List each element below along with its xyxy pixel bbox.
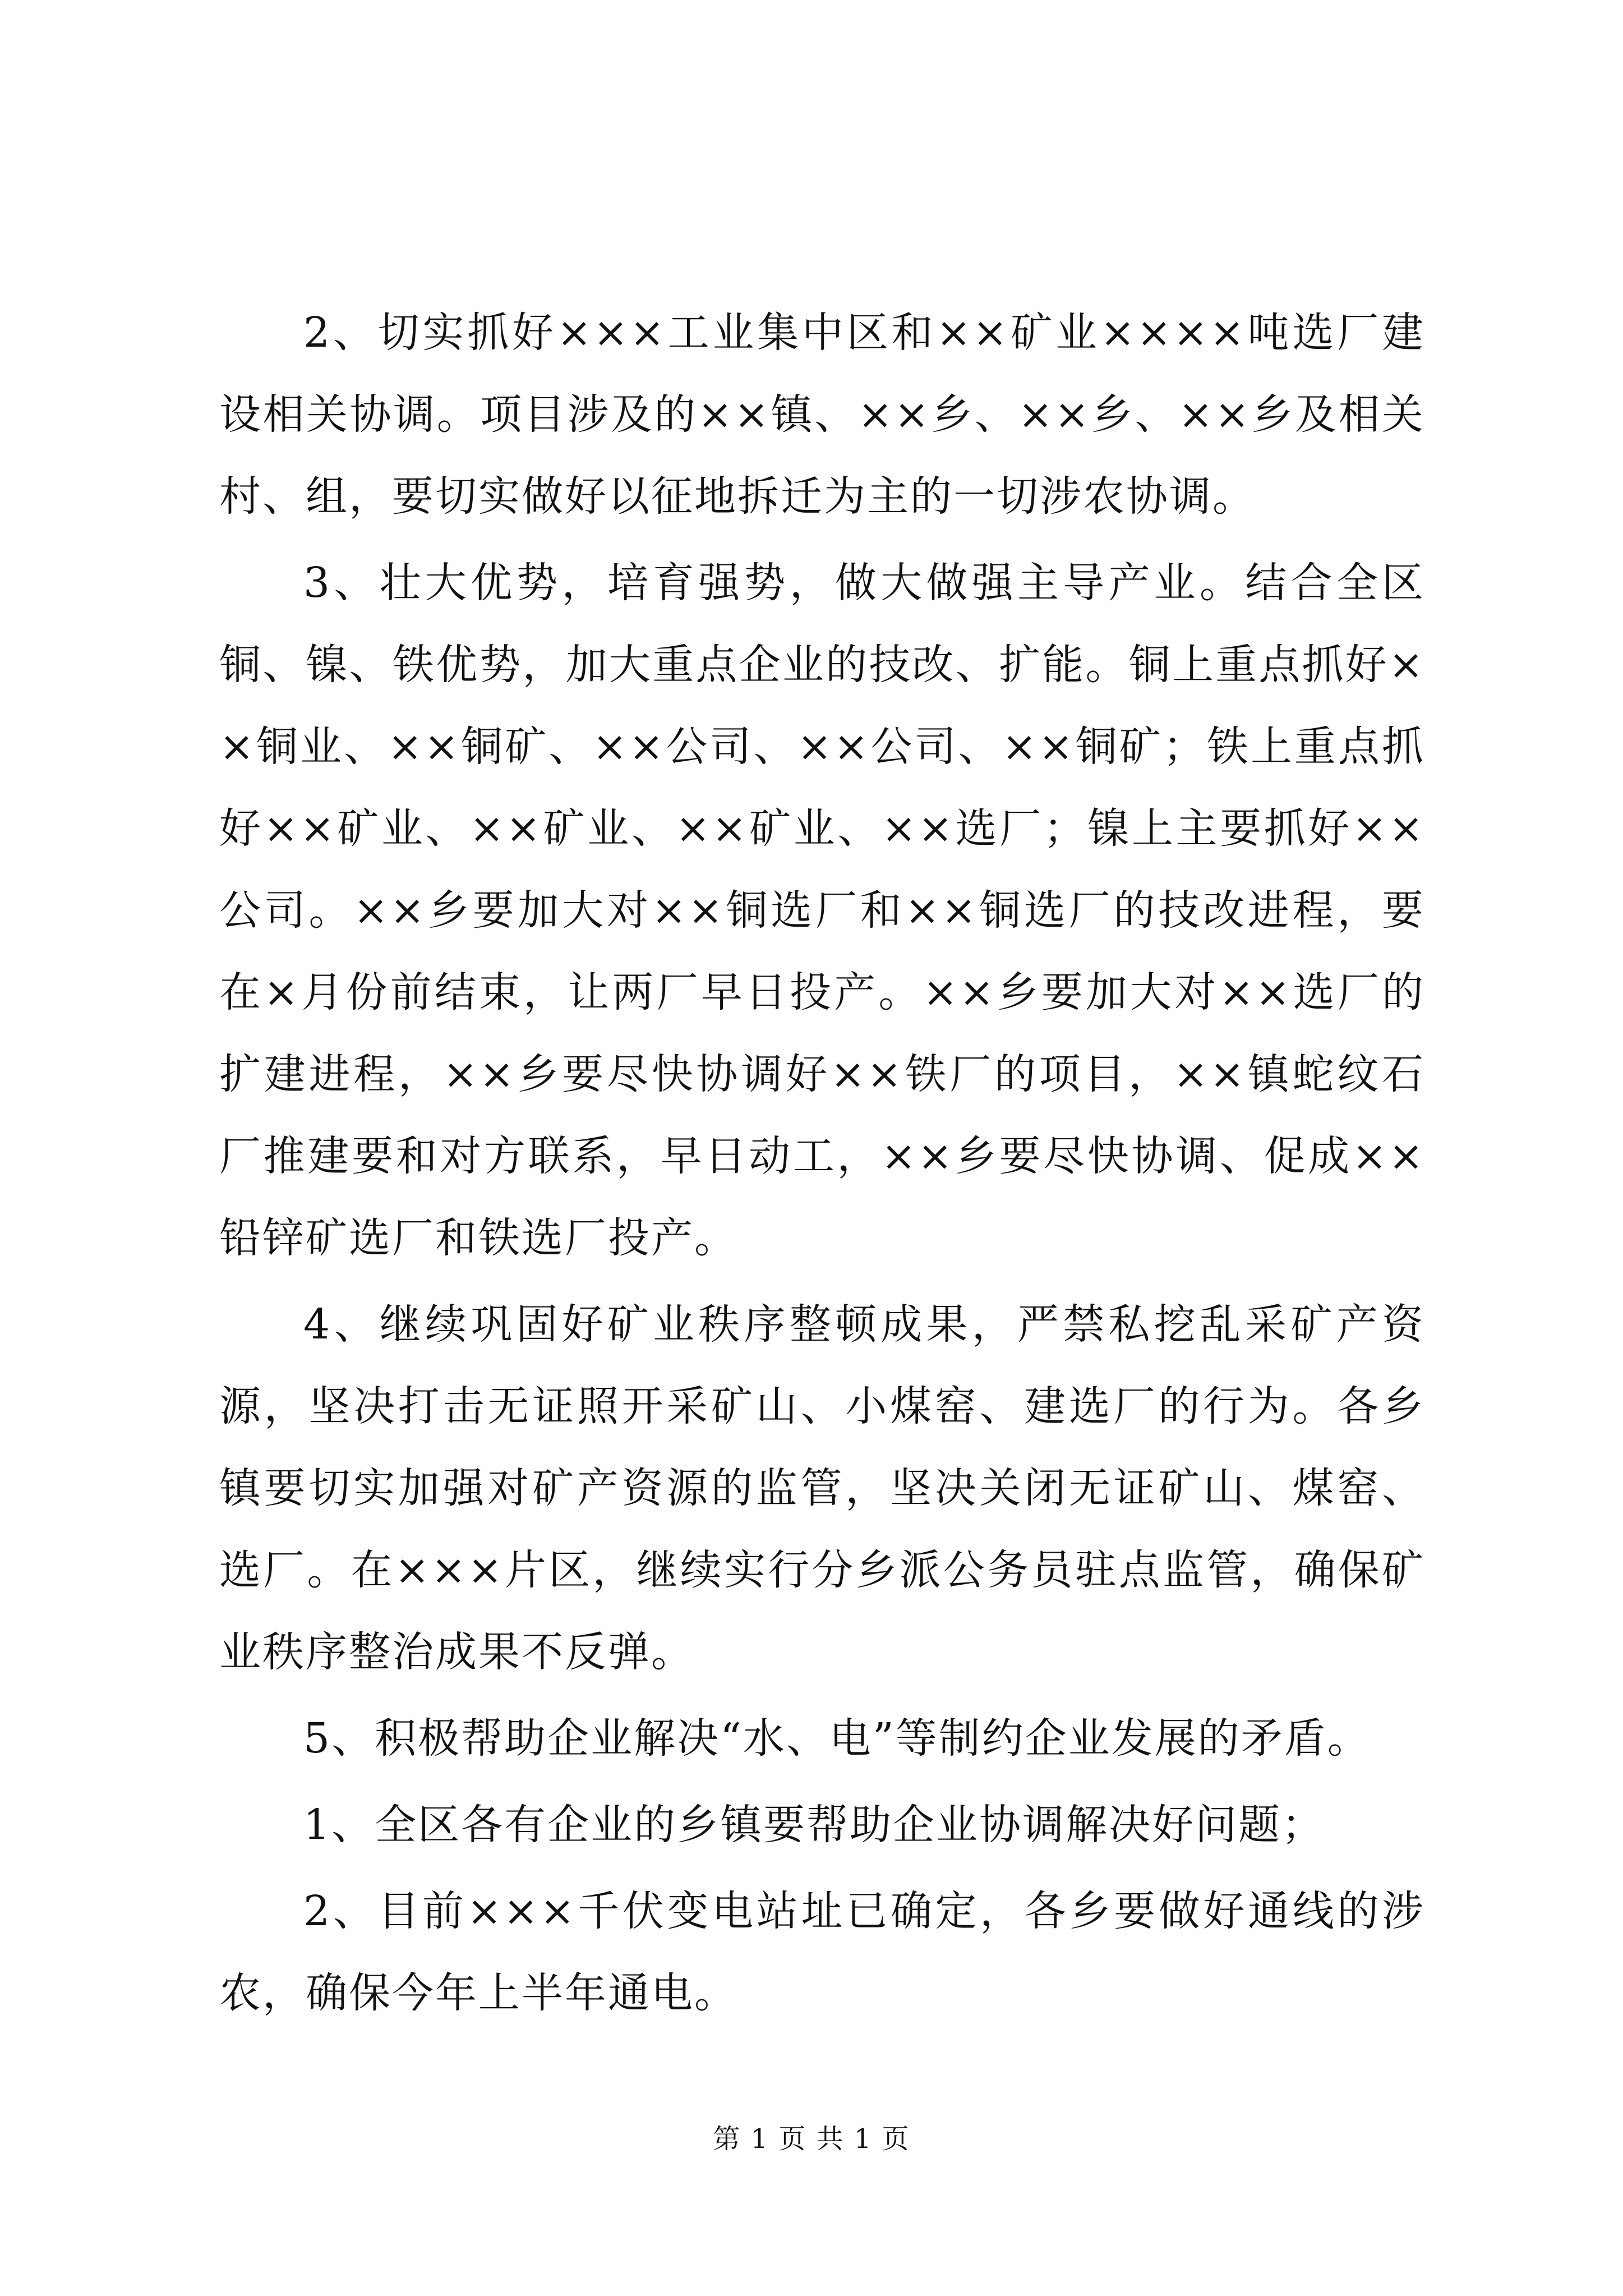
paragraph-item-4-mining-order: 4、继续巩固好矿业秩序整顿成果，严禁私挖乱采矿产资源，坚决打击无证照开采矿山、小煤窑、建选厂的行为。各乡镇要切实加强对矿产资源的监管，坚决关闭无证矿山、煤窑、选厂。在×××片区，继续实行分乡派公务员驻点监管，确保矿业秩序整治成果不反弹。: [219, 1300, 1425, 1676]
paragraph-item-3-industry: 3、壮大优势，培育强势，做大做强主导产业。结合全区铜、镍、铁优势，加大重点企业的技改、扩能。铜上重点抓好××铜业、××铜矿、××公司、××公司、××铜矿；铁上重点抓好××矿业、××矿业、××矿业、××选厂；镍上主要抓好××公司。××乡要加大对××铜选厂和××铜选厂的技改进程，要在×月份前结束，让两厂早日投产。××乡要加大对××选厂的扩建进程，××乡要尽快协调好××铁厂的项目，××镇蛇纹石厂推建要和对方联系，早日动工，××乡要尽快协调、促成××铅锌矿选厂和铁选厂投产。: [219, 559, 1425, 1262]
paragraph-item-2-coordination: 2、切实抓好×××工业集中区和××矿业××××吨选厂建设相关协调。项目涉及的××镇、××乡、××乡、××乡及相关村、组，要切实做好以征地拆迁为主的一切涉农协调。: [219, 309, 1425, 521]
paragraph-subitem-1-enterprise-help: 1、全区各有企业的乡镇要帮助企业协调解决好问题；: [303, 1801, 1325, 1849]
paragraph-item-5-water-power: 5、积极帮助企业解决“水、电”等制约企业发展的矛盾。: [303, 1714, 1371, 1763]
document-body: [219, 292, 1425, 2039]
paragraph-subitem-2-substation: 2、目前×××千伏变电站址已确定，各乡要做好通线的涉农，确保今年上半年通电。: [219, 1887, 1425, 2017]
page-footer: 第 1 页 共 1 页: [713, 2123, 910, 2155]
